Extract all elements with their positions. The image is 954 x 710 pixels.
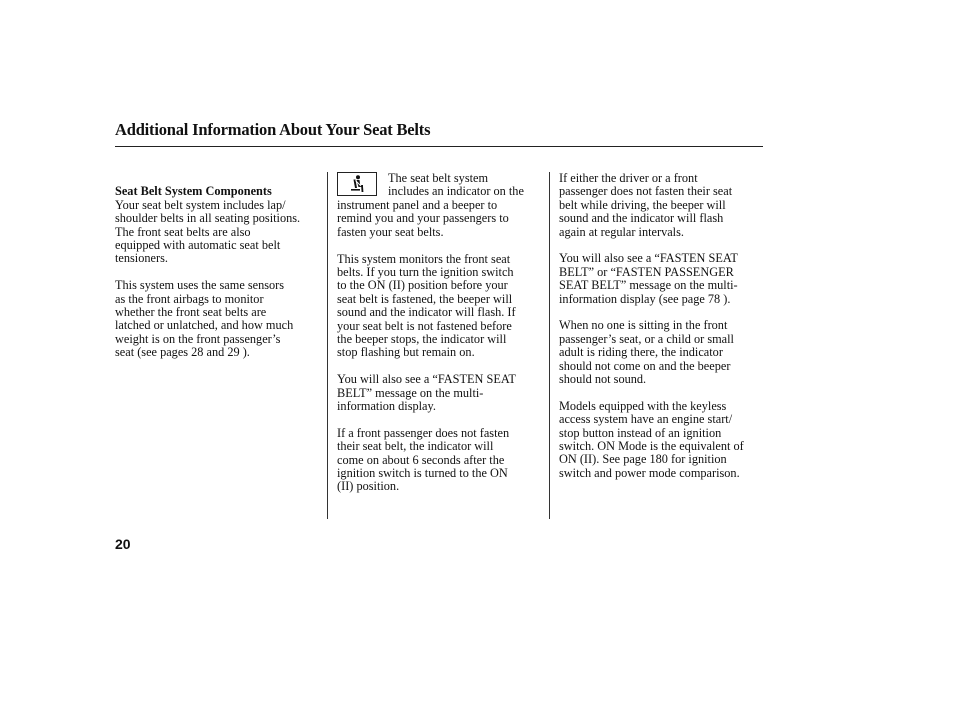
column-divider <box>549 172 550 519</box>
paragraph: This system monitors the front seat belts. If you turn the ignition switch to the ON (II) position before your seat belt is fastened, the beeper will sound and the indicator will flash. If your seat belt is not fastened before the beeper stops, the indicator will stop flashing but remain on. <box>337 251 516 360</box>
column-2 <box>337 199 543 507</box>
column-3 <box>559 172 765 480</box>
column-divider <box>327 172 328 519</box>
page-number: 20 <box>115 536 131 552</box>
seat-belt-person-icon <box>347 174 367 194</box>
title-divider <box>115 146 763 147</box>
column-1 <box>115 172 325 360</box>
paragraph: Your seat belt system includes lap/ shoulder belts in all seating positions. The front seat belts are also equipped with automatic seat belt tensioners. <box>115 197 301 266</box>
paragraph: You will also see a “FASTEN SEAT BELT” or “FASTEN PASSENGER SEAT BELT” message on the multi- information display (see page 78 ). <box>559 251 738 306</box>
paragraph: If either the driver or a front passenger does not fasten their seat belt while driving, the beeper will sound and the indicator will flash again at regular intervals. <box>559 171 733 239</box>
paragraph: instrument panel and a beeper to remind you and your passengers to fasten your seat belts. <box>337 198 509 239</box>
paragraph: The seat belt system includes an indicator on the <box>388 171 524 199</box>
paragraph: This system uses the same sensors as the front airbags to monitor whether the front seat belts are latched or unlatched, and how much weight is on the front passenger’s seat (see pages 28 and 29 ). <box>115 278 294 360</box>
paragraph: When no one is sitting in the front passenger’s seat, or a child or small adult is riding there, the indicator should not come on and the beeper should not sound. <box>559 318 734 387</box>
section-heading: Seat Belt System Components <box>115 184 272 199</box>
paragraph: You will also see a “FASTEN SEAT BELT” message on the multi- information display. <box>337 372 516 414</box>
paragraph: Models equipped with the keyless access system have an engine start/ stop button instead of an ignition switch. ON Mode is the equivalent of ON (II). See page 180 for ignition switch and power mode comparison. <box>559 398 744 480</box>
seat-belt-reminder-icon <box>337 172 377 196</box>
page-title: Additional Information About Your Seat Belts <box>115 120 431 139</box>
paragraph: If a front passenger does not fasten their seat belt, the indicator will come on about 6 seconds after the ignition switch is turned to the ON (II) position. <box>337 425 510 494</box>
